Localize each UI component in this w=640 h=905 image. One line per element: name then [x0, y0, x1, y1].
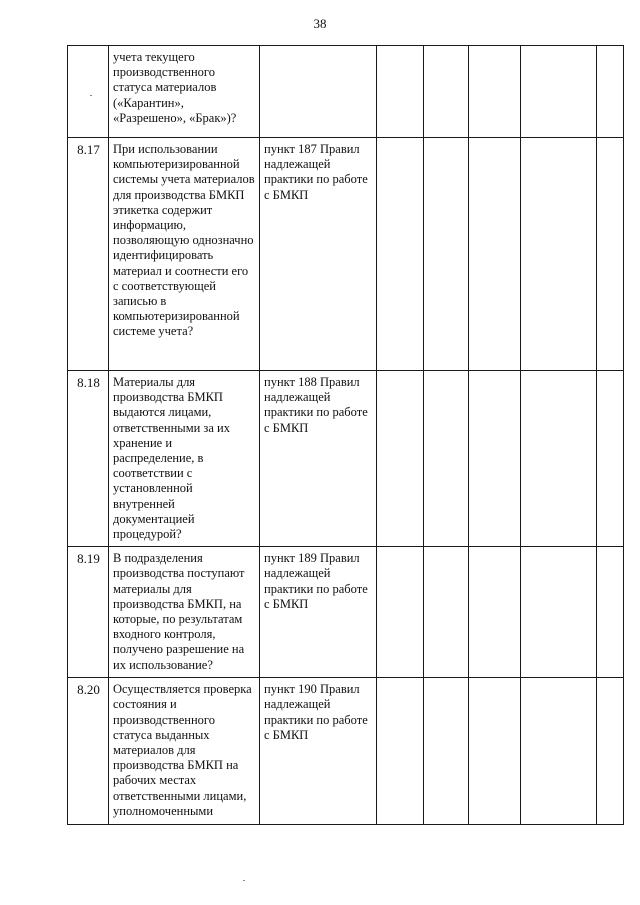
- item-number: 8.17: [68, 138, 109, 371]
- requirement-question: Материалы для производства БМКП выдаются лицами, ответственными за их хранение и распределение, в соответствии с установленной внутренней документацией процедурой?: [109, 371, 260, 547]
- answer-cell-not-applicable[interactable]: [469, 138, 521, 371]
- answer-cell-notes[interactable]: [521, 678, 597, 825]
- legal-reference: пункт 188 Правил надлежащей практики по работе с БМКП: [260, 371, 377, 547]
- answer-cell-no[interactable]: [424, 46, 469, 138]
- answer-cell-no[interactable]: [424, 547, 469, 678]
- answer-cell-notes[interactable]: [521, 138, 597, 371]
- answer-cell-no[interactable]: [424, 371, 469, 547]
- answer-cell-yes[interactable]: [377, 547, 424, 678]
- answer-cell-not-applicable[interactable]: [469, 46, 521, 138]
- answer-cell-notes[interactable]: [521, 371, 597, 547]
- answer-cell-notes[interactable]: [521, 46, 597, 138]
- requirement-question: Осуществляется проверка состояния и производственного статуса выданных материалов для производства БМКП на рабочих местах ответственными лицами, уполномоченными: [109, 678, 260, 825]
- legal-reference: пункт 189 Правил надлежащей практики по работе с БМКП: [260, 547, 377, 678]
- item-number: 8.20: [68, 678, 109, 825]
- page-number: 38: [313, 16, 327, 31]
- legal-reference: [260, 46, 377, 138]
- answer-cell-extra[interactable]: [597, 678, 624, 825]
- answer-cell-yes[interactable]: [377, 138, 424, 371]
- table-row: [68, 678, 624, 825]
- answer-cell-extra[interactable]: [597, 371, 624, 547]
- answer-cell-yes[interactable]: [377, 46, 424, 138]
- answer-cell-yes[interactable]: [377, 678, 424, 825]
- requirements-table: [67, 45, 624, 825]
- answer-cell-extra[interactable]: [597, 547, 624, 678]
- item-number: 8.18: [68, 371, 109, 547]
- answer-cell-not-applicable[interactable]: [469, 678, 521, 825]
- answer-cell-extra[interactable]: [597, 138, 624, 371]
- table-row: [68, 547, 624, 678]
- legal-reference: пункт 187 Правил надлежащей практики по работе с БМКП: [260, 138, 377, 371]
- legal-reference: пункт 190 Правил надлежащей практики по работе с БМКП: [260, 678, 377, 825]
- scan-artifact: [243, 880, 245, 881]
- answer-cell-no[interactable]: [424, 138, 469, 371]
- answer-cell-yes[interactable]: [377, 371, 424, 547]
- answer-cell-no[interactable]: [424, 678, 469, 825]
- answer-cell-notes[interactable]: [521, 547, 597, 678]
- answer-cell-not-applicable[interactable]: [469, 547, 521, 678]
- table-row: [68, 138, 624, 371]
- item-number: [68, 46, 109, 138]
- answer-cell-extra[interactable]: [597, 46, 624, 138]
- table-row: [68, 46, 624, 138]
- scan-artifact: [90, 95, 92, 96]
- requirement-question: учета текущего производственного статуса материалов («Карантин», «Разрешено», «Брак»)?: [109, 46, 260, 138]
- requirement-question: При использовании компьютеризированной системы учета материалов для производства БМКП этикетка содержит информацию, позволяющую однозначно идентифицировать материал и соотнести его с соответствующей записью в компьютеризированной системе учета?: [109, 138, 260, 371]
- answer-cell-not-applicable[interactable]: [469, 371, 521, 547]
- requirement-question: В подразделения производства поступают материалы для производства БМКП, на которые, по результатам входного контроля, получено разрешение на их использование?: [109, 547, 260, 678]
- table-row: [68, 371, 624, 547]
- item-number: 8.19: [68, 547, 109, 678]
